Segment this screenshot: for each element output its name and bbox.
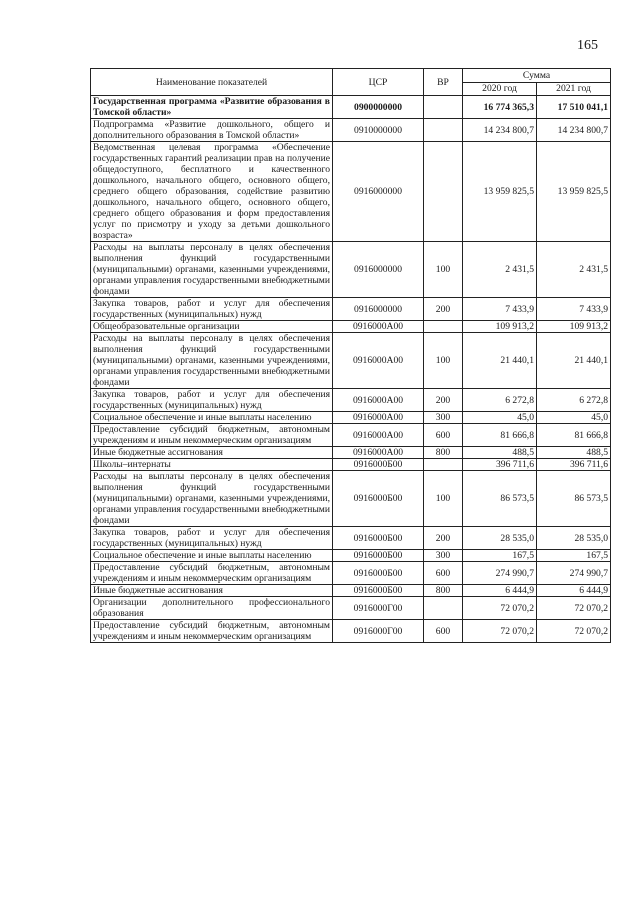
page-number: 165 <box>577 38 598 53</box>
row-vr-cell <box>424 119 463 142</box>
header-name: Наименование показателей <box>91 69 333 96</box>
row-csr-cell: 0916000Б00 <box>333 459 424 471</box>
row-name-cell: Предоставление субсидий бюджетным, автономным учреждениям и иным некоммерческим организациям <box>91 562 333 585</box>
row-csr-cell: 0916000Б00 <box>333 562 424 585</box>
table-row <box>91 412 611 424</box>
row-vr-cell <box>424 459 463 471</box>
row-vr-cell <box>424 597 463 620</box>
row-csr-cell: 0916000А00 <box>333 447 424 459</box>
row-amount-2020-cell: 14 234 800,7 <box>463 119 537 142</box>
row-amount-2021-cell: 28 535,0 <box>537 527 611 550</box>
row-name-cell: Иные бюджетные ассигнования <box>91 585 333 597</box>
table-row <box>91 459 611 471</box>
row-csr-cell: 0916000Б00 <box>333 585 424 597</box>
header-vr: ВР <box>424 69 463 96</box>
row-name-cell: Организации дополнительного профессионального образования <box>91 597 333 620</box>
row-amount-2021-cell: 488,5 <box>537 447 611 459</box>
row-vr-cell: 100 <box>424 471 463 527</box>
row-amount-2021-cell: 72 070,2 <box>537 597 611 620</box>
row-amount-2020-cell: 274 990,7 <box>463 562 537 585</box>
row-vr-cell: 100 <box>424 242 463 298</box>
row-name-cell: Предоставление субсидий бюджетным, автономным учреждениям и иным некоммерческим организациям <box>91 424 333 447</box>
row-amount-2020-cell: 167,5 <box>463 550 537 562</box>
row-amount-2020-cell: 28 535,0 <box>463 527 537 550</box>
row-csr-cell: 0916000000 <box>333 242 424 298</box>
row-vr-cell: 200 <box>424 298 463 321</box>
row-csr-cell: 0916000Г00 <box>333 620 424 643</box>
header-sum: Сумма <box>463 69 611 83</box>
row-csr-cell: 0916000Б00 <box>333 527 424 550</box>
row-vr-cell <box>424 321 463 333</box>
row-csr-cell: 0916000А00 <box>333 424 424 447</box>
row-amount-2021-cell: 6 444,9 <box>537 585 611 597</box>
table-header <box>91 69 611 96</box>
row-amount-2021-cell: 7 433,9 <box>537 298 611 321</box>
row-amount-2021-cell: 2 431,5 <box>537 242 611 298</box>
row-csr-cell: 0916000Г00 <box>333 597 424 620</box>
table-row <box>91 389 611 412</box>
row-vr-cell: 200 <box>424 389 463 412</box>
table-row <box>91 585 611 597</box>
row-amount-2020-cell: 72 070,2 <box>463 620 537 643</box>
row-name-cell: Закупка товаров, работ и услуг для обеспечения государственных (муниципальных) нужд <box>91 298 333 321</box>
row-amount-2020-cell: 6 272,8 <box>463 389 537 412</box>
row-amount-2020-cell: 7 433,9 <box>463 298 537 321</box>
row-csr-cell: 0916000А00 <box>333 389 424 412</box>
row-amount-2021-cell: 396 711,6 <box>537 459 611 471</box>
row-name-cell: Социальное обеспечение и иные выплаты населению <box>91 412 333 424</box>
row-amount-2020-cell: 396 711,6 <box>463 459 537 471</box>
budget-table <box>90 68 611 643</box>
row-name-cell: Расходы на выплаты персоналу в целях обеспечения выполнения функций государственными (муниципальными) органами, казенными учреждениями, органами управления государственными внебюджетными фондами <box>91 242 333 298</box>
row-amount-2020-cell: 109 913,2 <box>463 321 537 333</box>
row-name-cell: Подпрограмма «Развитие дошкольного, общего и дополнительного образования в Томской области» <box>91 119 333 142</box>
row-amount-2021-cell: 167,5 <box>537 550 611 562</box>
row-amount-2020-cell: 81 666,8 <box>463 424 537 447</box>
table-row <box>91 527 611 550</box>
table-row <box>91 597 611 620</box>
table-row <box>91 447 611 459</box>
row-amount-2020-cell: 21 440,1 <box>463 333 537 389</box>
row-amount-2021-cell: 109 913,2 <box>537 321 611 333</box>
table-row <box>91 620 611 643</box>
row-amount-2020-cell: 2 431,5 <box>463 242 537 298</box>
row-name-cell: Предоставление субсидий бюджетным, автономным учреждениям и иным некоммерческим организациям <box>91 620 333 643</box>
row-amount-2020-cell: 16 774 365,3 <box>463 96 537 119</box>
row-vr-cell: 100 <box>424 333 463 389</box>
row-name-cell: Закупка товаров, работ и услуг для обеспечения государственных (муниципальных) нужд <box>91 527 333 550</box>
table-row <box>91 562 611 585</box>
table-row <box>91 96 611 119</box>
row-amount-2021-cell: 274 990,7 <box>537 562 611 585</box>
row-name-cell: Расходы на выплаты персоналу в целях обеспечения выполнения функций государственными (муниципальными) органами, казенными учреждениями, органами управления государственными внебюджетными фондами <box>91 333 333 389</box>
row-vr-cell: 800 <box>424 585 463 597</box>
row-amount-2020-cell: 45,0 <box>463 412 537 424</box>
row-vr-cell: 600 <box>424 620 463 643</box>
row-amount-2020-cell: 488,5 <box>463 447 537 459</box>
row-vr-cell: 200 <box>424 527 463 550</box>
table-row <box>91 550 611 562</box>
table-row <box>91 471 611 527</box>
table-body <box>91 96 611 643</box>
row-name-cell: Ведомственная целевая программа «Обеспечение государственных гарантий реализации прав на получение общедоступного, бесплатного и качественного дошкольного, начального общего, основного общего, среднего общего образования, содействие развитию дошкольного, начального общего, основного общего, среднего общего образования и форм предоставления услуг по присмотру и уходу за детьми дошкольного возраста» <box>91 142 333 242</box>
row-name-cell: Социальное обеспечение и иные выплаты населению <box>91 550 333 562</box>
row-name-cell: Закупка товаров, работ и услуг для обеспечения государственных (муниципальных) нужд <box>91 389 333 412</box>
row-amount-2021-cell: 14 234 800,7 <box>537 119 611 142</box>
table-row <box>91 119 611 142</box>
table-row <box>91 142 611 242</box>
row-amount-2020-cell: 13 959 825,5 <box>463 142 537 242</box>
row-amount-2021-cell: 21 440,1 <box>537 333 611 389</box>
row-amount-2021-cell: 86 573,5 <box>537 471 611 527</box>
row-name-cell: Расходы на выплаты персоналу в целях обеспечения выполнения функций государственными (муниципальными) органами, казенными учреждениями, органами управления государственными внебюджетными фондами <box>91 471 333 527</box>
table-row <box>91 424 611 447</box>
row-csr-cell: 0900000000 <box>333 96 424 119</box>
row-amount-2021-cell: 81 666,8 <box>537 424 611 447</box>
row-csr-cell: 0916000А00 <box>333 321 424 333</box>
row-csr-cell: 0916000Б00 <box>333 550 424 562</box>
row-name-cell: Иные бюджетные ассигнования <box>91 447 333 459</box>
row-vr-cell: 600 <box>424 562 463 585</box>
row-name-cell: Государственная программа «Развитие образования в Томской области» <box>91 96 333 119</box>
row-vr-cell: 600 <box>424 424 463 447</box>
row-csr-cell: 0916000000 <box>333 298 424 321</box>
row-vr-cell <box>424 142 463 242</box>
row-vr-cell: 300 <box>424 550 463 562</box>
row-csr-cell: 0916000А00 <box>333 333 424 389</box>
row-amount-2020-cell: 86 573,5 <box>463 471 537 527</box>
row-name-cell: Общеобразовательные организации <box>91 321 333 333</box>
row-vr-cell: 300 <box>424 412 463 424</box>
row-csr-cell: 0916000А00 <box>333 412 424 424</box>
header-year-2021: 2021 год <box>537 82 611 96</box>
table-row <box>91 321 611 333</box>
row-csr-cell: 0916000Б00 <box>333 471 424 527</box>
row-csr-cell: 0910000000 <box>333 119 424 142</box>
header-csr: ЦСР <box>333 69 424 96</box>
row-vr-cell: 800 <box>424 447 463 459</box>
row-amount-2021-cell: 13 959 825,5 <box>537 142 611 242</box>
row-amount-2020-cell: 6 444,9 <box>463 585 537 597</box>
table-row <box>91 333 611 389</box>
row-csr-cell: 0916000000 <box>333 142 424 242</box>
header-year-2020: 2020 год <box>463 82 537 96</box>
table-row <box>91 298 611 321</box>
row-name-cell: Школы–интернаты <box>91 459 333 471</box>
row-amount-2021-cell: 6 272,8 <box>537 389 611 412</box>
row-amount-2021-cell: 72 070,2 <box>537 620 611 643</box>
row-amount-2021-cell: 45,0 <box>537 412 611 424</box>
row-amount-2020-cell: 72 070,2 <box>463 597 537 620</box>
row-vr-cell <box>424 96 463 119</box>
table-row <box>91 242 611 298</box>
row-amount-2021-cell: 17 510 041,1 <box>537 96 611 119</box>
